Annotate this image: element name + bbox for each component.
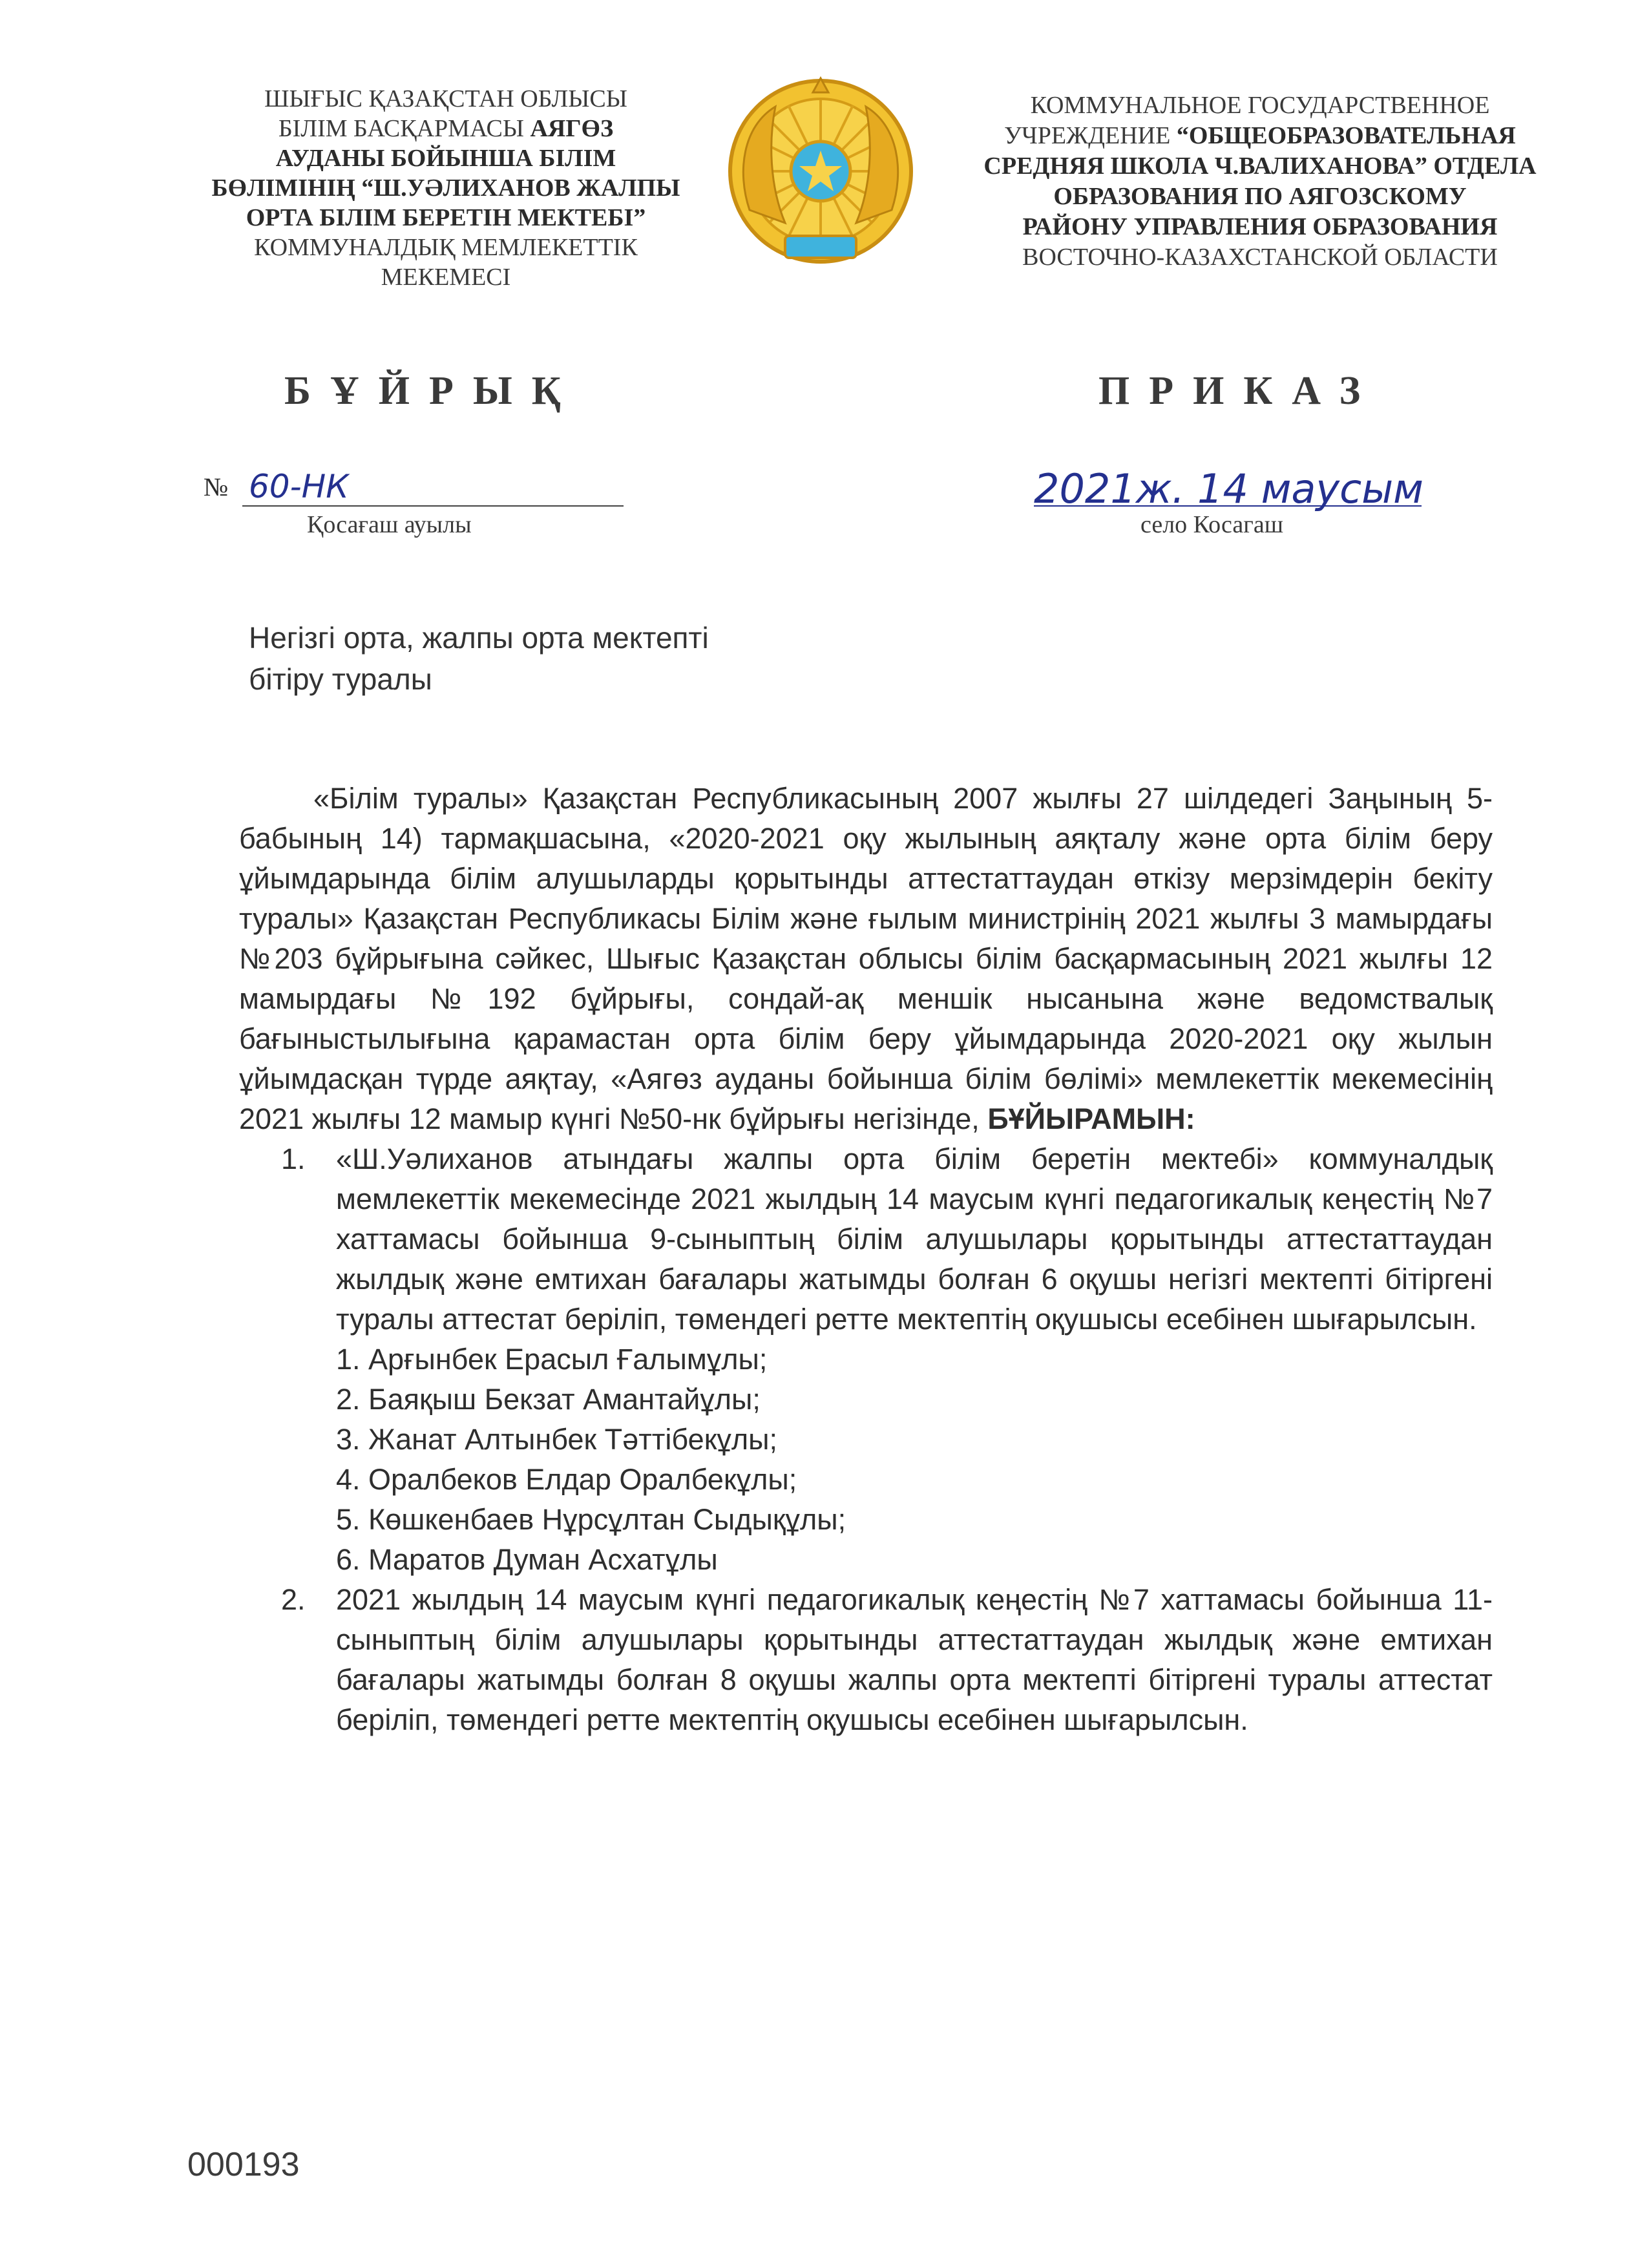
order-item-number: 2. (281, 1583, 306, 1616)
order-items (239, 1139, 1493, 1740)
header-kz-line-6: КОММУНАЛДЫҚ МЕМЛЕКЕТТІК (254, 234, 638, 261)
student-item: 2. Баяқыш Бекзат Амантайұлы; (336, 1383, 761, 1416)
document-title-ru: ПРИКАЗ (1098, 369, 1380, 413)
subject-line-1: Негізгі орта, жалпы орта мектепті (249, 621, 709, 655)
subject-line-2: бітіру туралы (249, 662, 432, 696)
order-body (239, 779, 1493, 1740)
header-kz-line-4: БӨЛІМІНІҢ “Ш.УӘЛИХАНОВ ЖАЛПЫ (211, 174, 680, 202)
order-item-text: «Ш.Уәлиханов атындағы жалпы орта білім беретін мектебі» коммуналдық мемлекеттік мекемесінде 2021 жылдың 14 маусым күнгі педагогикалық кеңестің №7 хаттамасы бойынша 9-сыныптың білім алушылары қорытынды аттестаттаудан жылдық және емтихан бағалары жатымды болған 6 оқушы негізгі мектепті бітіргені туралы аттестат беріліп, төмендегі ретте мектептің оқушысы есебінен шығарылсын. (336, 1142, 1493, 1336)
header-ru-line-2: УЧРЕЖДЕНИЕ “ОБЩЕОБРАЗОВАТЕЛЬНАЯ (1004, 122, 1516, 149)
header-kz-line-1: ШЫҒЫС ҚАЗАҚСТАН ОБЛЫСЫ (264, 85, 627, 112)
order-item-text: 2021 жылдың 14 маусым күнгі педагогикалық кеңестің №7 хаттамасы бойынша 11-сыныптың білім алушылары қорытынды аттестаттаудан жылдық және емтихан бағалары жатымды болған 8 оқушы жалпы орта мектепті бітіргені туралы аттестат беріліп, төмендегі ретте мектептің оқушысы есебінен шығарылсын. (336, 1583, 1493, 1736)
header-ru-line-3: СРЕДНЯЯ ШКОЛА Ч.ВАЛИХАНОВА” ОТДЕЛА (983, 152, 1537, 180)
student-item: 6. Маратов Думан Асхатұлы (336, 1543, 718, 1576)
order-date-underline (1034, 505, 1422, 507)
header-ru-line-6: ВОСТОЧНО-КАЗАХСТАНСКОЙ ОБЛАСТИ (1022, 244, 1498, 271)
header-kz-line-7: МЕКЕМЕСІ (381, 264, 511, 291)
place-ru: село Косагаш (1140, 511, 1283, 538)
document-title-kz: БҰЙРЫҚ (284, 369, 580, 413)
header-ru-line-1: КОММУНАЛЬНОЕ ГОСУДАРСТВЕННОЕ (1030, 92, 1490, 119)
student-item: 5. Көшкенбаев Нұрсұлтан Сыдықұлы; (336, 1503, 846, 1536)
order-item-number: 1. (281, 1142, 306, 1175)
order-number-underline (242, 505, 624, 507)
state-emblem-icon (724, 74, 918, 275)
header-ru-line-4: ОБРАЗОВАНИЯ ПО АЯГОЗСКОМУ (1053, 183, 1467, 210)
header-kz-line-5: ОРТА БІЛІМ БЕРЕТІН МЕКТЕБІ” (246, 204, 646, 231)
header-ru (950, 90, 1570, 273)
order-item-1 (239, 1139, 1493, 1580)
header-kz-line-2: БІЛІМ БАСҚАРМАСЫ АЯГӨЗ (278, 115, 614, 142)
order-item-2 (239, 1580, 1493, 1740)
header-kz (187, 84, 704, 292)
student-list (336, 1339, 1493, 1580)
place-kz: Қосағаш ауылы (307, 511, 472, 538)
order-date-handwritten: 2021ж. 14 маусым (1034, 465, 1423, 512)
student-item: 4. Оралбеков Елдар Оралбекұлы; (336, 1463, 797, 1496)
order-subject (249, 617, 709, 700)
order-number-handwritten: 60-НК (249, 468, 349, 505)
number-sign: № (204, 472, 229, 501)
document-serial-code: 000193 (187, 2146, 300, 2183)
preamble-paragraph: «Білім туралы» Қазақстан Республикасының 2007 жылғы 27 шілдедегі Заңының 5-бабының 14) тармақшасына, «2020-2021 оқу жылының аяқталу және орта білім беру ұйымдарында білім алушыларды қорытынды аттестаттаудан өткізу мерзімдерін бекіту туралы» Қазақстан Республикасы Білім және ғылым министрінің 2021 жылғы 3 мамырдағы №203 бұйрығына сәйкес, Шығыс Қазақстан облысы білім басқармасының 2021 жылғы 12 мамырдағы №192 бұйрығы, сондай-ақ меншік нысанына және ведомствалық бағыныстылығына қарамастан орта білім беру ұйымдарында 2020-2021 оқу жылын ұйымдасқан түрде аяқтау, «Аягөз ауданы бойынша білім бөлімі» мемлекеттік мекемесінің 2021 жылғы 12 мамыр күнгі №50-нк бұйрығы негізінде, БҰЙЫРАМЫН: (239, 782, 1493, 1135)
student-item: 3. Жанат Алтынбек Тәттібекұлы; (336, 1423, 777, 1456)
header-kz-line-3: АУДАНЫ БОЙЫНША БІЛІМ (275, 145, 616, 172)
command-word: БҰЙЫРАМЫН: (987, 1102, 1195, 1135)
header-ru-line-5: РАЙОНУ УПРАВЛЕНИЯ ОБРАЗОВАНИЯ (1022, 213, 1498, 240)
student-item: 1. Арғынбек Ерасыл Ғалымұлы; (336, 1343, 768, 1376)
